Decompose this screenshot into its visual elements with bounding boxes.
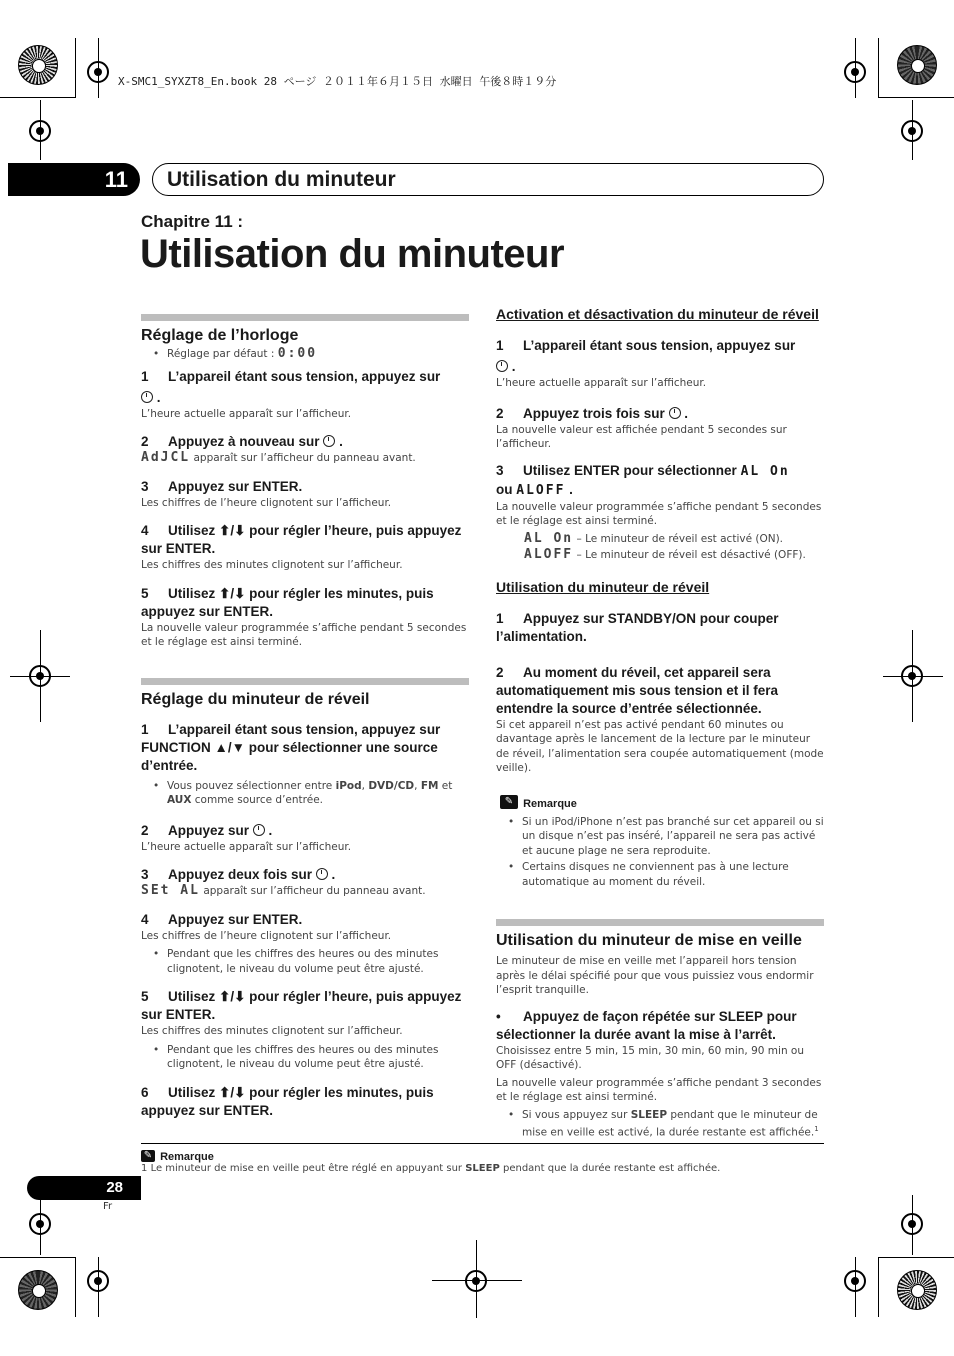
step-3: 3 Appuyez deux fois sur .	[141, 867, 336, 882]
section-title: Réglage de l’horloge	[141, 327, 299, 344]
step-bullet: • Appuyez de façon répétée sur SLEEP pour sélectionner la durée avant la mise à l’arrêt.	[496, 1008, 797, 1042]
chapter-label: Chapitre 11 :	[141, 212, 244, 231]
chapter-number-tab: 11	[8, 163, 140, 196]
alarm-off-state: ALOFF – Le minuteur de réveil est désactivé (OFF).	[524, 547, 806, 562]
step-5: 5 Utilisez ⬆/⬇ pour régler les minutes, puis appuyez sur ENTER.	[141, 585, 434, 619]
registration-mark-icon	[901, 1213, 923, 1235]
alarm-on-state: AL On – Le minuteur de réveil est activé (ON).	[524, 530, 784, 546]
registration-mark-icon	[87, 61, 109, 83]
step-1: 1 L’appareil étant sous tension, appuyez sur	[141, 368, 441, 384]
pencil-note-icon: ✎	[141, 1150, 155, 1162]
section-divider	[141, 314, 469, 321]
section-title: Réglage du minuteur de réveil	[141, 690, 370, 708]
step-1: 1 L’appareil étant sous tension, appuyez sur	[496, 338, 796, 353]
timer-button-icon	[496, 360, 508, 372]
page-title: Utilisation du minuteur	[140, 232, 565, 276]
section-divider	[496, 919, 824, 926]
section-title: Utilisation du minuteur de réveil	[496, 578, 710, 595]
timer-button-icon	[316, 868, 328, 880]
color-rosette-icon	[18, 45, 58, 85]
section-divider	[141, 678, 469, 685]
timer-button-icon	[141, 391, 153, 403]
right-column: Activation et désactivation du minuteur de réveil 1 L’appareil étant sous tension, appuyez sur . L’heure actuelle apparaît sur l’afficheur. 2 Appuyez trois fois sur . La nouvelle valeur est affichée pendant 5 secondes sur l’afficheur. 3 Utilisez ENTER pour sélectionner AL On ou ALOFF . La nouvelle valeur programmée s’affiche pendant 5 secondes et le réglage est ainsi terminé. AL On – Le minuteur de réveil est activé (ON). ALOFF – Le minuteur de réveil est désactivé (OFF). Utilisation du minuteur de réveil 1 Appuyez sur STANDBY/ON pour couper l’alimentation. 2 Au moment du réveil, cet appareil sera automatiquement mis sous tension et il fera entendre la source d’entrée sélectionnée. Si cet appareil n’est pas activé pendant 60 minutes ou davantage après le lancement de la lecture par le minuteur de réveil, l’alimentation sera coupée automatiquement (mode veille). ✎ Remarque • Si un iPod/iPhone n’est pas branché sur cet appareil ou si un disque n’est pas inséré, l’appareil ne sera pas activé et aucune plage ne sera reproduite. • Certains disques ne conviennent pas à une lecture automatique au moment du réveil. Utilisation du minuteur de mise en veille Le minuteur de mise en veille met l’appareil hors tension après le délai spécifié pour que vous puissiez vous endormir l’esprit tranquille. • Appuyez de façon répétée sur SLEEP pour sélectionner la durée avant la mise à l’arrêt. Choisissez entre 5 min, 15 min, 30 min, 60 min, 90 min ou OFF (désactivé). La nouvelle valeur programmée s’affiche pendant 3 secondes et le réglage est ainsi terminé. • Si vous appuyez sur SLEEP pendant que le minuteur de mise en veille est activé, la durée restante est affichée.$^1$	[496, 304, 826, 1140]
page-number: 28	[27, 1176, 141, 1200]
section-title: Utilisation du minuteur de mise en veille	[496, 932, 802, 949]
language-code: Fr	[103, 1201, 113, 1212]
registration-mark-icon	[844, 61, 866, 83]
chapter-title-bar: Utilisation du minuteur	[152, 163, 824, 196]
step-3: 3 Utilisez ENTER pour sélectionner AL On ou ALOFF .	[496, 462, 790, 498]
step-3: 3 Appuyez sur ENTER.	[141, 478, 303, 494]
color-rosette-icon	[18, 1270, 58, 1310]
footnote-text: 1 Le minuteur de mise en veille peut être réglé en appuyant sur SLEEP pendant que la durée restante est affichée.	[141, 1163, 721, 1174]
color-rosette-icon	[897, 45, 937, 85]
registration-mark-icon	[465, 1270, 487, 1292]
step-1: 1 Appuyez sur STANDBY/ON pour couper l’alimentation.	[496, 610, 779, 644]
section-title: Activation et désactivation du minuteur de réveil	[496, 306, 819, 322]
step-2: 2 Au moment du réveil, cet appareil sera automatiquement mis sous tension et il fera entendre la source d’entrée sélectionnée.	[496, 664, 779, 716]
left-column: Réglage de l’horloge • Réglage par défaut : 0:00 1 L’appareil étant sous tension, appuyez sur . L’heure actuelle apparaît sur l’afficheur. 2 Appuyez à nouveau sur . AdJCL apparaît sur l’afficheur du panneau avant. 3 Appuyez sur ENTER. Les chiffres de l’heure clignotent sur l’afficheur. 4 Utilisez ⬆/⬇ pour régler l’heure, puis appuyez sur ENTER. Les chiffres des minutes clignotent sur l’afficheur. 5 Utilisez ⬆/⬇ pour régler les minutes, puis appuyez sur ENTER. La nouvelle valeur programmée s’affiche pendant 5 secondes et le réglage est ainsi terminé. Réglage du minuteur de réveil 1 L’appareil étant sous tension, appuyez sur FUNCTION ▲/▼ pour sélectionner une source d’entrée. • Vous pouvez sélectionner entre iPod, DVD/CD, FM et AUX comme source d’entrée. 2 Appuyez sur . L’heure actuelle apparaît sur l’afficheur. 3 Appuyez deux fois sur . SEt AL apparaît sur l’afficheur du panneau avant. 4 Appuyez sur ENTER. Les chiffres de l’heure clignotent sur l’afficheur. • Pendant que les chiffres des heures ou des minutes clignotent, le niveau du volume peut être ajusté. 5 Utilisez ⬆/⬇ pour régler l’heure, puis appuyez sur ENTER. Les chiffres des minutes clignotent sur l’afficheur. • Pendant que les chiffres des heures ou des minutes clignotent, le niveau du volume peut être ajusté. 6 Utilisez ⬆/⬇ pour régler les minutes, puis appuyez sur ENTER.	[141, 314, 471, 1120]
timer-button-icon	[323, 435, 335, 447]
footnote-rule	[141, 1143, 824, 1144]
color-rosette-icon	[897, 1270, 937, 1310]
step-4: 4 Utilisez ⬆/⬇ pour régler l’heure, puis appuyez sur ENTER.	[141, 523, 462, 556]
timer-button-icon	[669, 407, 681, 419]
registration-mark-icon	[29, 1213, 51, 1235]
step-1: 1 L’appareil étant sous tension, appuyez sur FUNCTION ▲/▼ pour sélectionner une source d’entrée.	[141, 721, 441, 773]
timer-button-icon	[253, 824, 265, 836]
pencil-note-icon: ✎	[500, 795, 518, 809]
step-4: 4 Appuyez sur ENTER.	[141, 911, 303, 927]
footnote-heading: ✎ Remarque	[141, 1145, 214, 1164]
registration-mark-icon	[87, 1270, 109, 1292]
step-2: 2 Appuyez sur .	[141, 822, 273, 838]
registration-mark-icon	[29, 120, 51, 142]
registration-mark-icon	[29, 665, 51, 687]
registration-mark-icon	[901, 120, 923, 142]
default-setting: • Réglage par défaut : 0:00	[141, 347, 471, 362]
print-header: X-SMC1_SYXZT8_En.book 28 ページ ２０１１年６月１５日 水曜日 午後８時１９分	[118, 75, 557, 88]
step-6: 6 Utilisez ⬆/⬇ pour régler les minutes, puis appuyez sur ENTER.	[141, 1084, 434, 1118]
step-2: 2 Appuyez trois fois sur .	[496, 405, 689, 421]
registration-mark-icon	[844, 1270, 866, 1292]
step-5: 5 Utilisez ⬆/⬇ pour régler l’heure, puis appuyez sur ENTER.	[141, 989, 462, 1022]
note-heading: ✎ Remarque	[500, 792, 826, 811]
registration-mark-icon	[901, 665, 923, 687]
step-2: 2 Appuyez à nouveau sur .	[141, 434, 343, 449]
